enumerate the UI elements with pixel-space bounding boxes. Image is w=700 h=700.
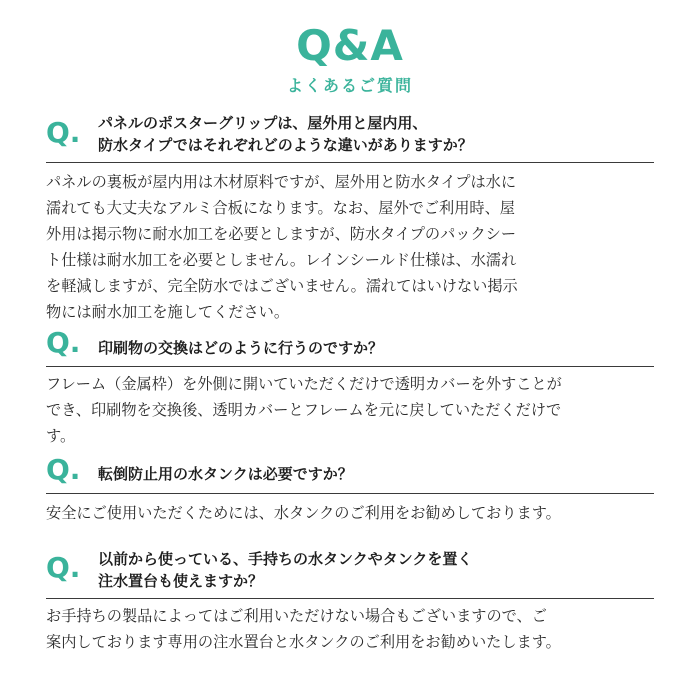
question-line: 以前から使っている、手持ちの水タンクやタンクを置く bbox=[98, 550, 473, 568]
answer-line: を軽減しますが、完全防水ではございません。濡れてはいけない掲示 bbox=[46, 277, 518, 295]
answer-line: 外用は掲示物に耐水加工を必要としますが、防水タイプのパックシー bbox=[46, 225, 517, 243]
answer-line: す。 bbox=[46, 427, 76, 445]
question-line: 印刷物の交換はどのように行うのですか？ bbox=[98, 339, 384, 357]
question-row bbox=[46, 455, 654, 494]
answer-line: 濡れても大丈夫なアルミ合板になります。なお、屋外でご利用時、屋 bbox=[46, 199, 515, 217]
answer-line: 物には耐水加工を施してください。 bbox=[46, 303, 289, 321]
answer-line: ト仕様は耐水加工を必要としません。レインシールド仕様は、水濡れ bbox=[46, 251, 517, 269]
question-text bbox=[98, 112, 473, 156]
answer-line: 安全にご使用いただくためには、水タンクのご利用をお勧めしております。 bbox=[46, 504, 561, 522]
answer-text bbox=[46, 603, 654, 655]
q-mark-icon: Q. bbox=[46, 326, 81, 359]
question-row bbox=[46, 328, 654, 367]
question-line: 注水置台も使えますか？ bbox=[98, 572, 264, 590]
question-text bbox=[98, 548, 472, 592]
question-line: パネルのポスターグリップは、屋外用と屋内用、 bbox=[98, 114, 428, 132]
answer-line: パネルの裏板が屋内用は木材原料ですが、屋外用と防水タイプは水に bbox=[46, 173, 517, 191]
qa-item-3 bbox=[46, 455, 654, 526]
answer-line: お手持ちの製品によってはご利用いただけない場合もございますので、ご bbox=[46, 607, 547, 625]
qa-item-4 bbox=[46, 548, 654, 655]
q-mark-icon: Q. bbox=[46, 453, 81, 486]
answer-text bbox=[46, 500, 654, 526]
question-text bbox=[98, 463, 353, 485]
answer-line: 案内しております専用の注水置台と水タンクのご利用をお勧めいたします。 bbox=[46, 633, 561, 651]
answer-text bbox=[46, 371, 654, 449]
qa-item-2 bbox=[46, 328, 654, 449]
question-row bbox=[46, 548, 654, 599]
question-text bbox=[98, 337, 383, 359]
question-line: 転倒防止用の水タンクは必要ですか？ bbox=[98, 465, 353, 483]
answer-line: フレーム（金属枠）を外側に開いていただくだけで透明カバーを外すことが bbox=[46, 375, 562, 393]
answer-text bbox=[46, 169, 654, 325]
q-mark-icon: Q. bbox=[46, 551, 81, 584]
question-line: 防水タイプではそれぞれどのような違いがありますか？ bbox=[98, 136, 473, 154]
answer-line: でき、印刷物を交換後、透明カバーとフレームを元に戻していただくだけで bbox=[46, 401, 562, 419]
question-row bbox=[46, 110, 654, 163]
qa-item-1 bbox=[46, 110, 654, 325]
page-subtitle: よくあるご質問 bbox=[286, 76, 413, 95]
page-title: Q&A bbox=[296, 21, 404, 70]
q-mark-icon: Q. bbox=[46, 116, 81, 149]
